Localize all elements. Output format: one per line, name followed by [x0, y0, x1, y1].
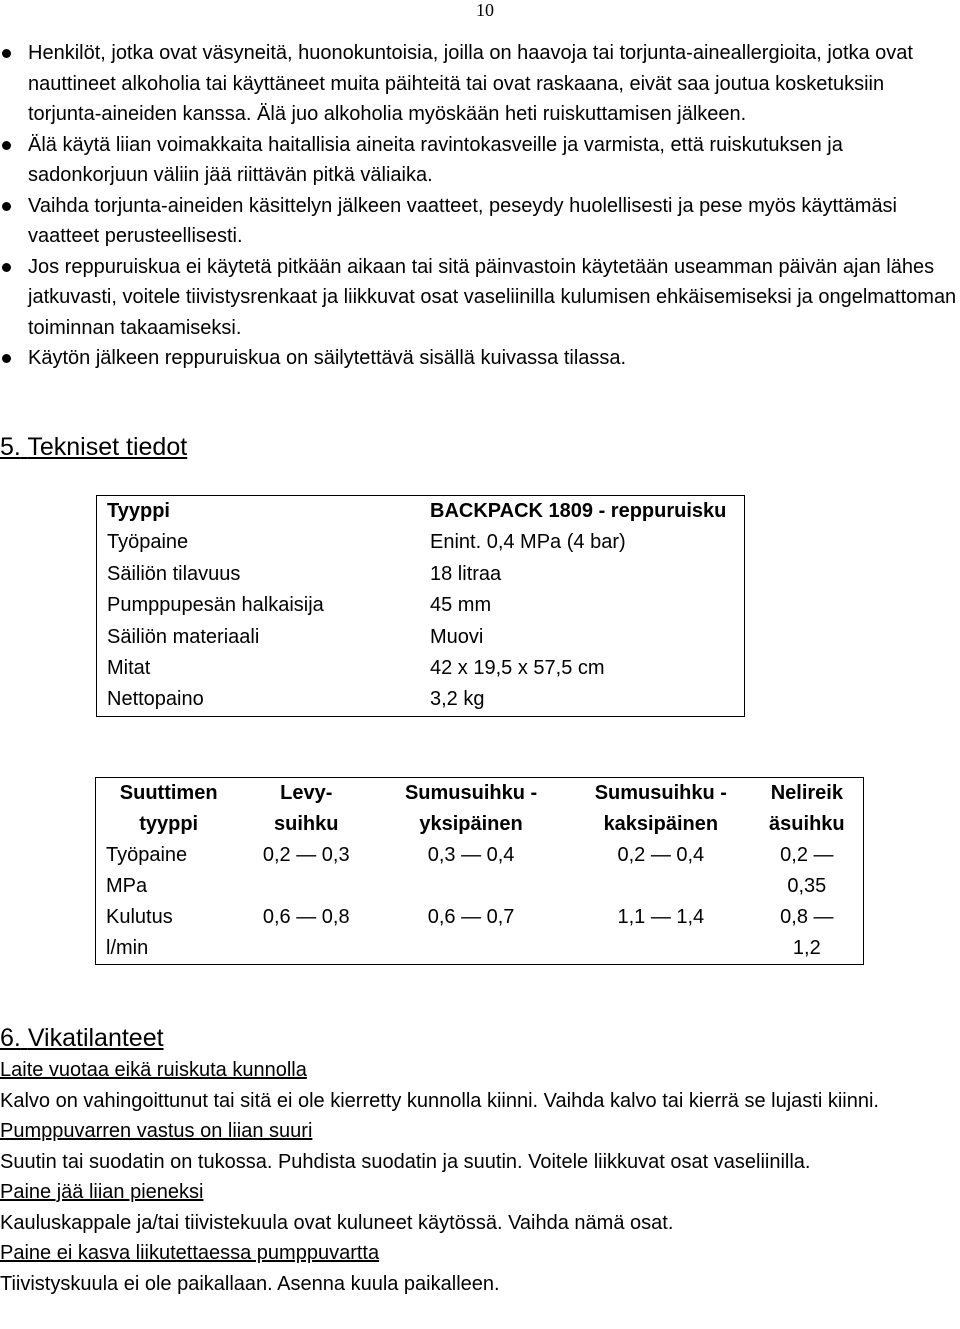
table-row: [97, 622, 745, 653]
table-header-row: [96, 778, 864, 841]
table-cell: 0,6 — 0,7: [427, 906, 515, 928]
problem-heading: Paine ei kasva liikutettaessa pumppuvartta: [0, 1242, 380, 1264]
spec-value: 18 litraa: [430, 562, 502, 585]
table-cell: 1,1 — 1,4: [617, 906, 705, 928]
bullet-item: [0, 343, 960, 374]
section-number: 5.: [0, 433, 21, 461]
table-cell: 0,8 — 1,2: [780, 906, 834, 959]
spec-label: Tyyppi: [107, 500, 170, 522]
spec-label: Säiliön tilavuus: [107, 562, 241, 585]
column-header: Sumusuihku - kaksipäinen: [594, 782, 727, 835]
table-row: [97, 653, 745, 684]
row-label: Kulutus l/min: [106, 906, 173, 959]
spec-label: Työpaine: [107, 531, 189, 554]
table-row: [97, 590, 745, 621]
section-heading-troubleshooting: [0, 1024, 164, 1053]
spec-label: Pumppupesän halkaisija: [107, 594, 324, 617]
section-heading-technical: [0, 433, 187, 462]
safety-bullet-list: [0, 38, 960, 374]
bullet-text: Vaihda torjunta-aineiden käsittelyn jälkeen vaatteet, peseydy huolellisesti ja pese myös käyttämäsi vaatteet perusteellisesti.: [28, 194, 898, 247]
nozzle-table: [95, 777, 864, 965]
table-cell: 0,3 — 0,4: [427, 844, 515, 866]
spec-value: 3,2 kg: [430, 688, 485, 711]
column-header: Levy-suihku: [274, 782, 339, 835]
bullet-item: [0, 191, 960, 252]
spec-value: 45 mm: [430, 594, 492, 617]
spec-label: Nettopaino: [107, 688, 204, 711]
bullet-item: [0, 252, 960, 344]
bullet-dot-icon: [2, 202, 11, 211]
technical-specs-table: [96, 495, 745, 717]
spec-value: 42 x 19,5 x 57,5 cm: [430, 657, 605, 680]
spec-value: Enint. 0,4 MPa (4 bar): [430, 531, 626, 554]
solution-text: Suutin tai suodatin on tukossa. Puhdista suodatin ja suutin. Voitele liikkuvat osat vaseliinilla.: [0, 1150, 811, 1173]
table-cell: 0,2 — 0,4: [617, 844, 705, 866]
row-label: Työpaine MPa: [106, 844, 188, 897]
table-row: [97, 559, 745, 590]
table-cell: 0,6 — 0,8: [262, 906, 350, 928]
bullet-text: Käytön jälkeen reppuruiskua on säilytettävä sisällä kuivassa tilassa.: [28, 347, 627, 369]
page-number: 10: [476, 0, 494, 20]
table-cell: 0,2 — 0,35: [780, 844, 834, 897]
spec-label: Mitat: [107, 657, 151, 680]
column-header: Suuttimen tyyppi: [119, 782, 218, 835]
solution-text: Kauluskappale ja/tai tiivistekuula ovat kuluneet käytössä. Vaihda nämä osat.: [0, 1211, 674, 1234]
column-header: Sumusuihku - yksipäinen: [404, 782, 538, 835]
bullet-dot-icon: [2, 354, 11, 363]
problem-heading: Laite vuotaa eikä ruiskuta kunnolla: [0, 1059, 307, 1081]
section-title-text: Vikatilanteet: [27, 1024, 164, 1052]
solution-text: Kalvo on vahingoittunut tai sitä ei ole kierretty kunnolla kiinni. Vaihda kalvo tai kierrä se lujasti kiinni.: [0, 1089, 879, 1112]
bullet-item: [0, 130, 960, 191]
column-header: Nelireik äsuihku: [769, 782, 845, 835]
spec-label: Säiliön materiaali: [107, 625, 260, 648]
bullet-text: Jos reppuruiskua ei käytetä pitkään aikaan tai sitä päinvastoin käytetään useamman päivän ajan lähes jatkuvasti, voitele tiivistysrenkaat ja liikkuvat osat vaseliinilla kulumisen ehkäisemiseksi ja ongelmattoman toiminnan takaamiseksi.: [28, 255, 957, 339]
bullet-dot-icon: [2, 141, 11, 150]
table-row: [96, 840, 864, 902]
table-row: [97, 527, 745, 558]
table-cell: 0,2 — 0,3: [262, 844, 350, 866]
spec-value: BACKPACK 1809 - reppuruisku: [430, 500, 727, 522]
problem-heading: Pumppuvarren vastus on liian suuri: [0, 1120, 313, 1142]
table-row: [97, 496, 745, 528]
section-title-text: Tekniset tiedot: [27, 433, 188, 461]
section-number: 6.: [0, 1024, 21, 1052]
spec-value: Muovi: [430, 625, 484, 648]
bullet-dot-icon: [2, 263, 11, 272]
table-row: [97, 684, 745, 716]
table-row: [96, 902, 864, 965]
troubleshooting-list: [0, 1055, 960, 1299]
solution-text: Tiivistyskuula ei ole paikallaan. Asenna kuula paikalleen.: [0, 1272, 500, 1295]
bullet-dot-icon: [2, 49, 11, 58]
bullet-text: Henkilöt, jotka ovat väsyneitä, huonokuntoisia, joilla on haavoja tai torjunta-aineallergioita, jotka ovat nauttineet alkoholia tai käyttäneet muita päihteitä tai ovat raskaana, eivät saa joutua kosketuksiin torjunta-aineiden kanssa. Älä juo alkoholia myöskään heti ruiskuttamisen jälkeen.: [28, 42, 913, 125]
bullet-text: Älä käytä liian voimakkaita haitallisia aineita ravintokasveille ja varmista, että ruiskutuksen ja sadonkorjuun väliin jää riittävän pitkä väliaika.: [28, 133, 843, 186]
problem-heading: Paine jää liian pieneksi: [0, 1181, 204, 1203]
bullet-item: [0, 38, 960, 130]
